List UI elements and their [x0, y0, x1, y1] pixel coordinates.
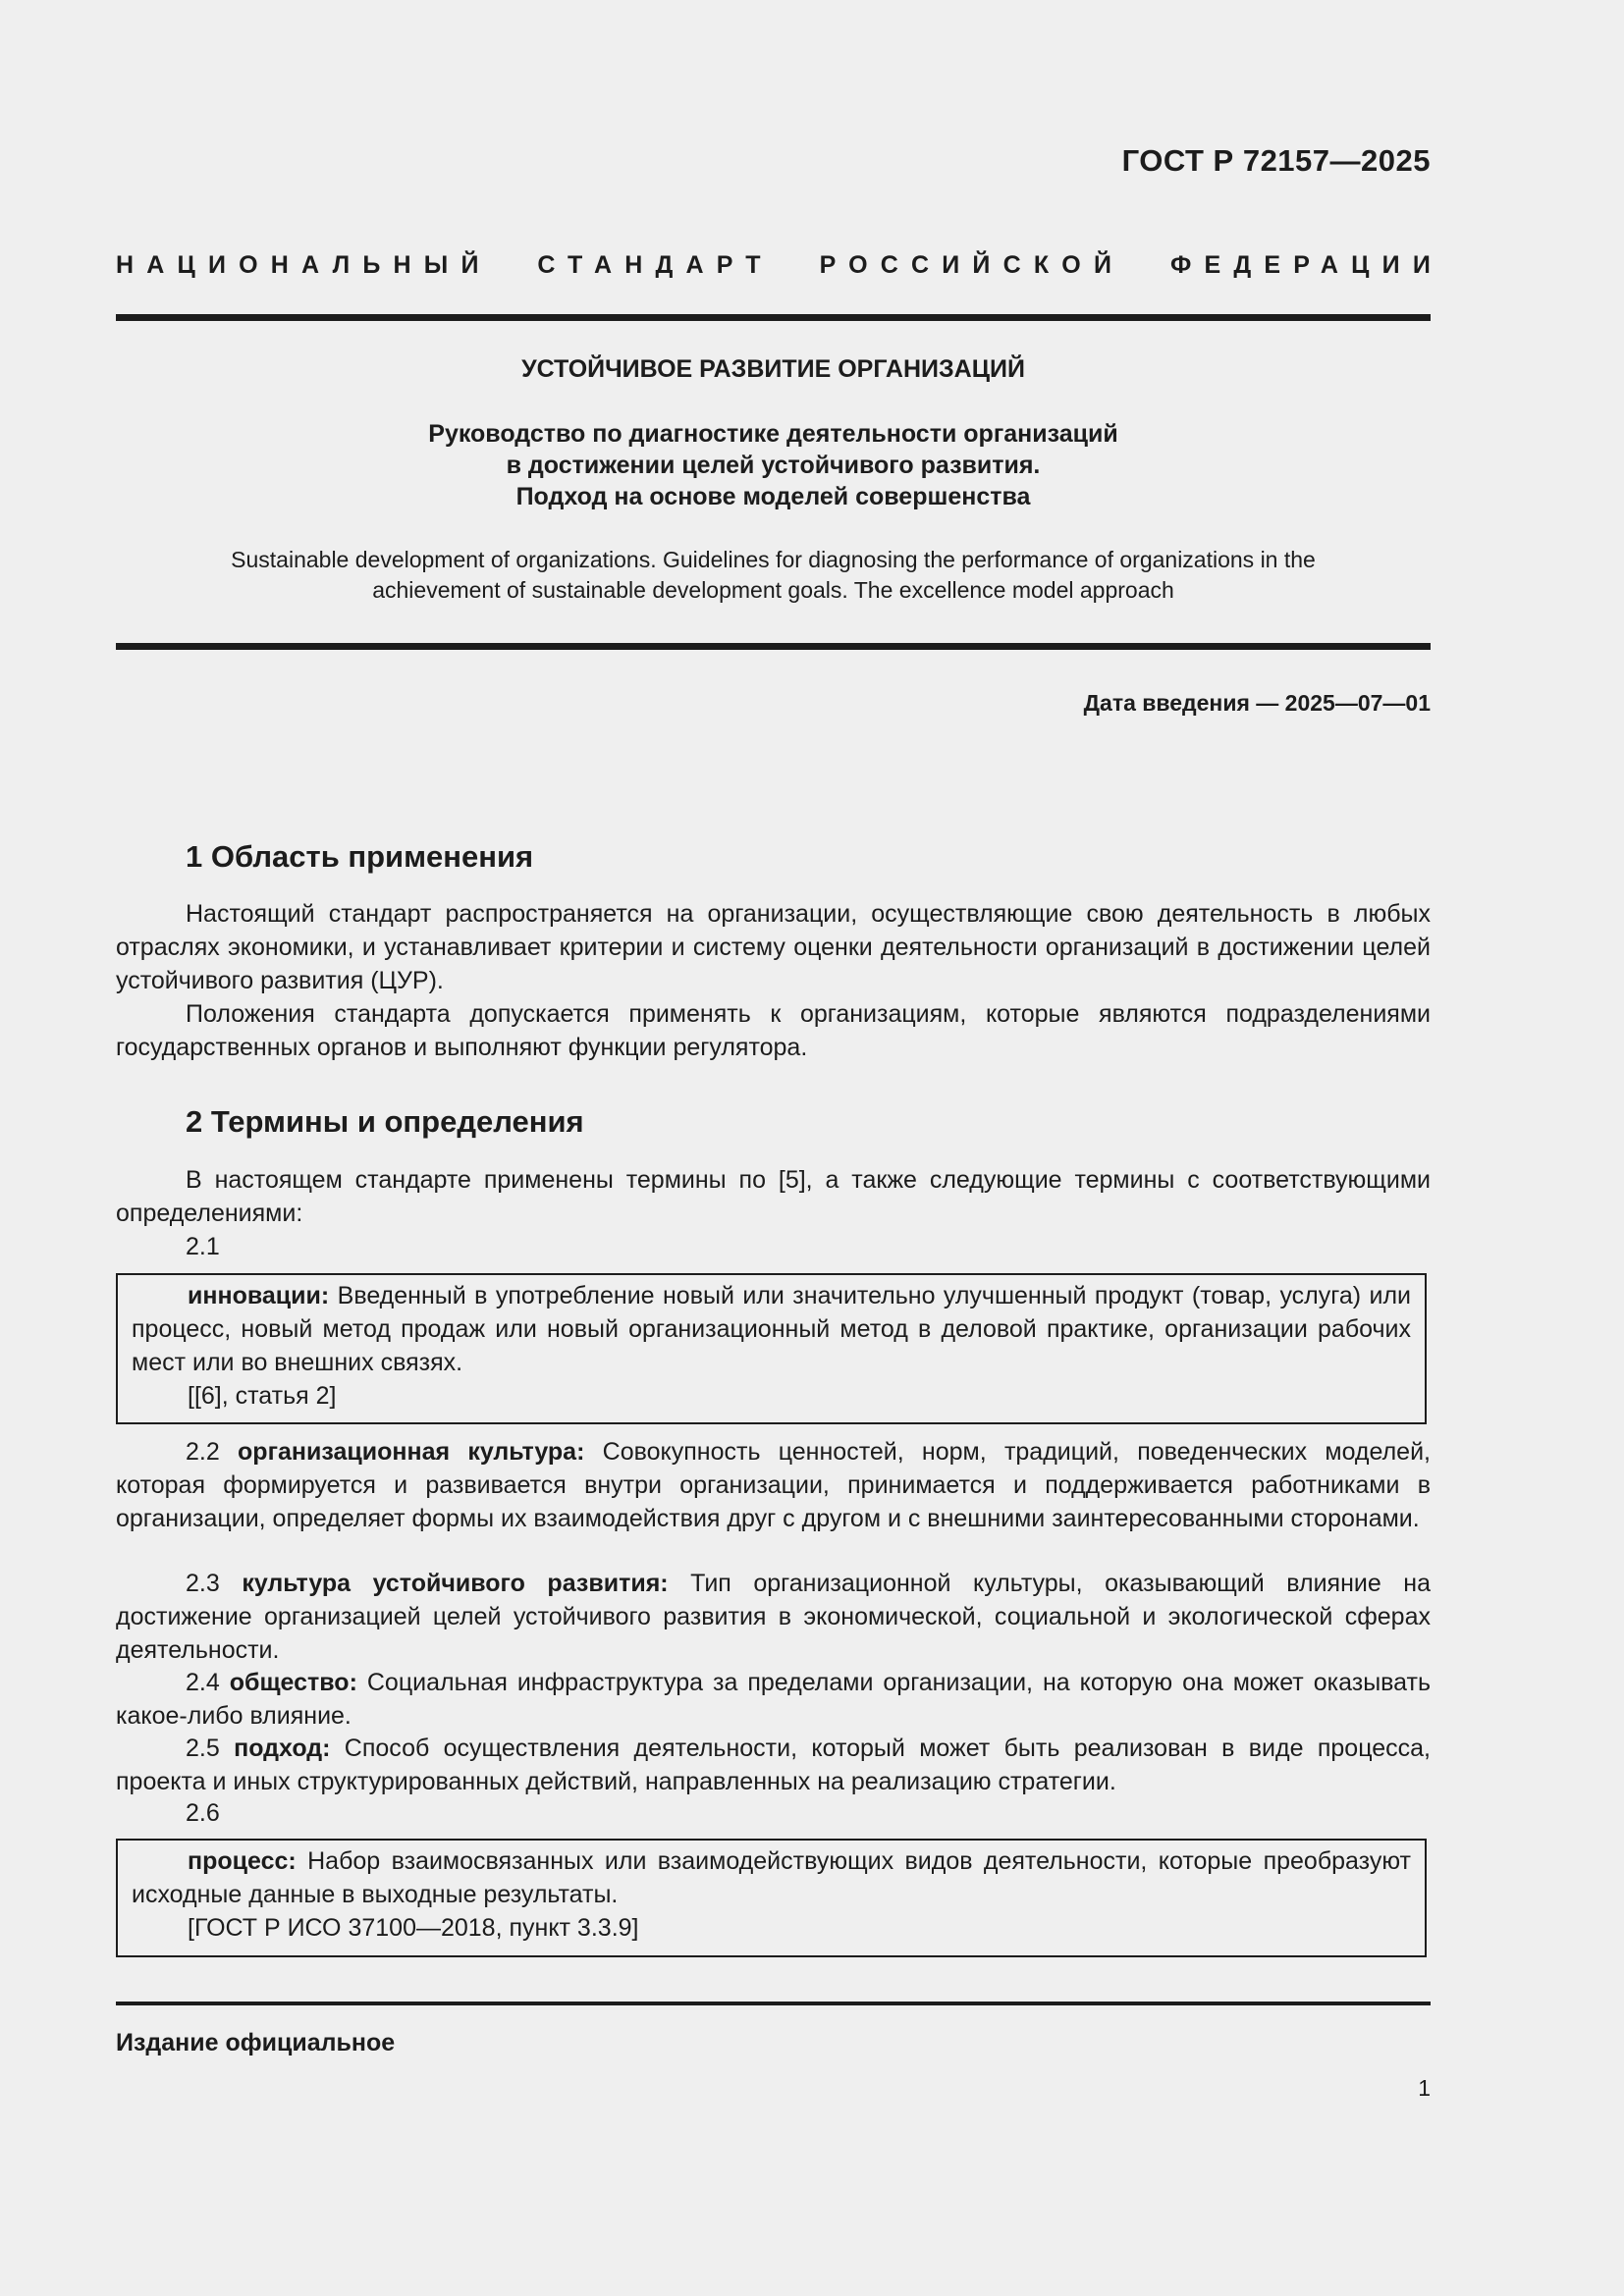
term-entry-2-2 — [116, 1435, 1431, 1535]
section-1-paragraph: Настоящий стандарт распространяется на организации, осуществляющие свою деятельность в любых отраслях экономики, и устанавливает критерии и систему оценки деятельности организаций в достижении целей устойчивого развития (ЦУР). — [116, 900, 1431, 994]
term-number: 2.2 — [186, 1438, 220, 1466]
introduction-date: Дата введения — 2025—07—01 — [1083, 690, 1431, 716]
banner-word: СТАНДАРТ — [537, 251, 774, 279]
top-rule — [116, 314, 1431, 321]
subtitle-line: Подход на основе моделей совершенства — [515, 483, 1031, 510]
english-title-line: achievement of sustainable development goals. The excellence model approach — [372, 577, 1174, 603]
term-entry-2-5 — [116, 1732, 1431, 1798]
term-text: Совокупность ценностей, норм, традиций, поведенческих моделей, которая формируется и развивается внутри организации, принимается и поддерживается работниками в организации, определяет формы их взаимодействия друг с другом и с внешними заинтересованными сторонами. — [116, 1438, 1431, 1532]
page-number: 1 — [1418, 2075, 1431, 2101]
banner-word: НАЦИОНАЛЬНЫЙ — [116, 251, 492, 279]
english-title — [116, 545, 1431, 606]
term-name: культура устойчивого развития: — [242, 1570, 669, 1597]
document-number: ГОСТ Р 72157—2025 — [1121, 143, 1431, 178]
term-name: общество: — [229, 1669, 357, 1696]
term-name: организационная культура: — [238, 1438, 585, 1466]
term-text: Тип организационной культуры, оказывающий влияние на достижение организацией целей устойчивого развития в экономической, социальной и экологической сферах деятельности. — [116, 1570, 1431, 1664]
term-text: Набор взаимосвязанных или взаимодействующих видов деятельности, которые преобразуют исходные данные в выходные результаты. — [132, 1847, 1411, 1908]
term-reference: [[6], статья 2] — [188, 1382, 337, 1410]
term-number: 2.5 — [186, 1735, 220, 1762]
title-bottom-rule — [116, 643, 1431, 650]
term-name: подход: — [234, 1735, 331, 1762]
term-name: инновации: — [188, 1282, 330, 1309]
term-text: Социальная инфраструктура за пределами организации, на которую она может оказывать какое-либо влияние. — [116, 1669, 1431, 1730]
section-2-intro: В настоящем стандарте применены термины по [5], а также следующие термины с соответствующими определениями: — [116, 1166, 1431, 1227]
term-definition — [132, 1279, 1411, 1379]
term-definition — [132, 1844, 1411, 1911]
footer-rule — [116, 2002, 1431, 2005]
english-title-line: Sustainable development of organizations. Guidelines for diagnosing the performance of organizations in the — [231, 547, 1316, 572]
subtitle-line: в достижении целей устойчивого развития. — [506, 452, 1041, 479]
term-number: 2.4 — [186, 1669, 220, 1696]
subtitle-line: Руководство по диагностике деятельности организаций — [428, 420, 1118, 448]
standard-banner — [116, 251, 1443, 280]
term-reference: [ГОСТ Р ИСО 37100—2018, пункт 3.3.9] — [188, 1914, 639, 1942]
section-1-heading: 1 Область применения — [186, 839, 534, 874]
banner-word: ФЕДЕРАЦИИ — [1169, 251, 1443, 279]
term-number: 2.6 — [186, 1799, 220, 1827]
term-number: 2.1 — [186, 1233, 220, 1260]
official-edition-label: Издание официальное — [116, 2029, 396, 2056]
term-number: 2.3 — [186, 1570, 220, 1597]
term-text: Способ осуществления деятельности, который может быть реализован в виде процесса, проекта и иных структурированных действий, направленных на реализацию стратегии. — [116, 1735, 1431, 1795]
banner-word: РОССИЙСКОЙ — [819, 251, 1125, 279]
section-2-heading: 2 Термины и определения — [186, 1104, 584, 1139]
section-1-paragraph: Положения стандарта допускается применять к организациям, которые являются подразделениями государственных органов и выполняют функции регулятора. — [116, 1000, 1431, 1061]
term-box-2-6 — [116, 1839, 1427, 1957]
term-box-2-1 — [116, 1273, 1427, 1424]
term-entry-2-3 — [116, 1567, 1431, 1667]
term-entry-2-4 — [116, 1666, 1431, 1733]
document-title: УСТОЙЧИВОЕ РАЗВИТИЕ ОРГАНИЗАЦИЙ — [521, 355, 1025, 383]
term-name: процесс: — [188, 1847, 297, 1875]
document-subtitle — [116, 418, 1431, 512]
term-text: Введенный в употребление новый или значительно улучшенный продукт (товар, услуга) или процесс, новый метод продаж или новый организационный метод в деловой практике, организации рабочих мест или во внешних связях. — [132, 1282, 1411, 1376]
